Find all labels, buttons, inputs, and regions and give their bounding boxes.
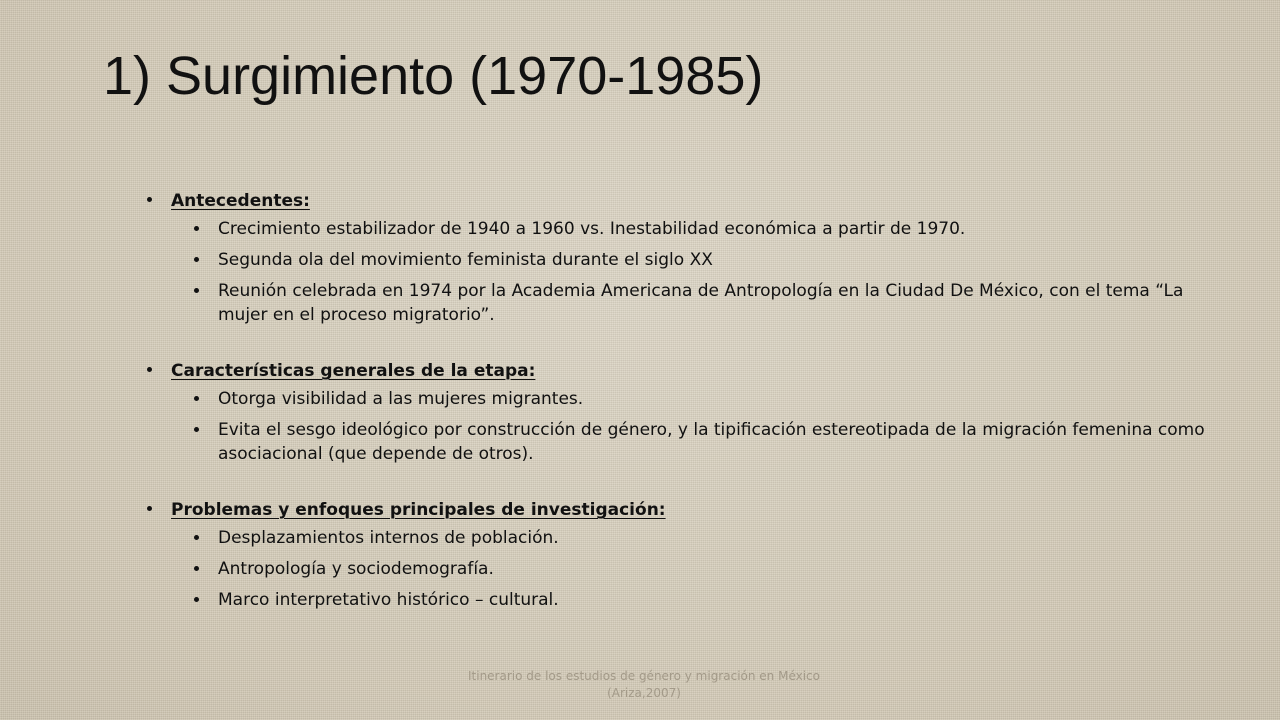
section-heading: Problemas y enfoques principales de investigación: <box>171 500 666 520</box>
slide-title: 1) Surgimiento (1970-1985) <box>103 46 764 106</box>
section-problemas <box>146 496 1206 612</box>
section-antecedentes <box>146 187 1206 327</box>
slide-footer <box>447 668 841 702</box>
bullet-list <box>171 526 1206 612</box>
section-caracteristicas <box>146 357 1206 466</box>
section-heading: Características generales de la etapa: <box>171 361 536 381</box>
bullet-item: Antropología y sociodemografía. <box>193 557 1206 581</box>
slide-content <box>146 187 1206 619</box>
bullet-item: Desplazamientos internos de población. <box>193 526 1206 550</box>
bullet-list <box>171 217 1206 327</box>
footer-citation: Itinerario de los estudios de género y migración en México <box>467 669 820 683</box>
bullet-list <box>171 387 1206 466</box>
bullet-item: Marco interpretativo histórico – cultural. <box>193 588 1206 612</box>
bullet-item: Segunda ola del movimiento feminista durante el siglo XX <box>193 248 1206 272</box>
bullet-item: Reunión celebrada en 1974 por la Academia Americana de Antropología en la Ciudad De México, con el tema “La mujer en el proceso migratorio”. <box>193 279 1206 327</box>
section-heading: Antecedentes: <box>171 191 310 211</box>
bullet-item: Evita el sesgo ideológico por construcción de género, y la tipificación estereotipada de la migración femenina como asociacional (que depende de otros). <box>193 418 1206 466</box>
footer-reference: (Ariza,2007) <box>607 686 681 700</box>
bullet-item: Crecimiento estabilizador de 1940 a 1960 vs. Inestabilidad económica a partir de 1970. <box>193 217 1206 241</box>
bullet-item: Otorga visibilidad a las mujeres migrantes. <box>193 387 1206 411</box>
